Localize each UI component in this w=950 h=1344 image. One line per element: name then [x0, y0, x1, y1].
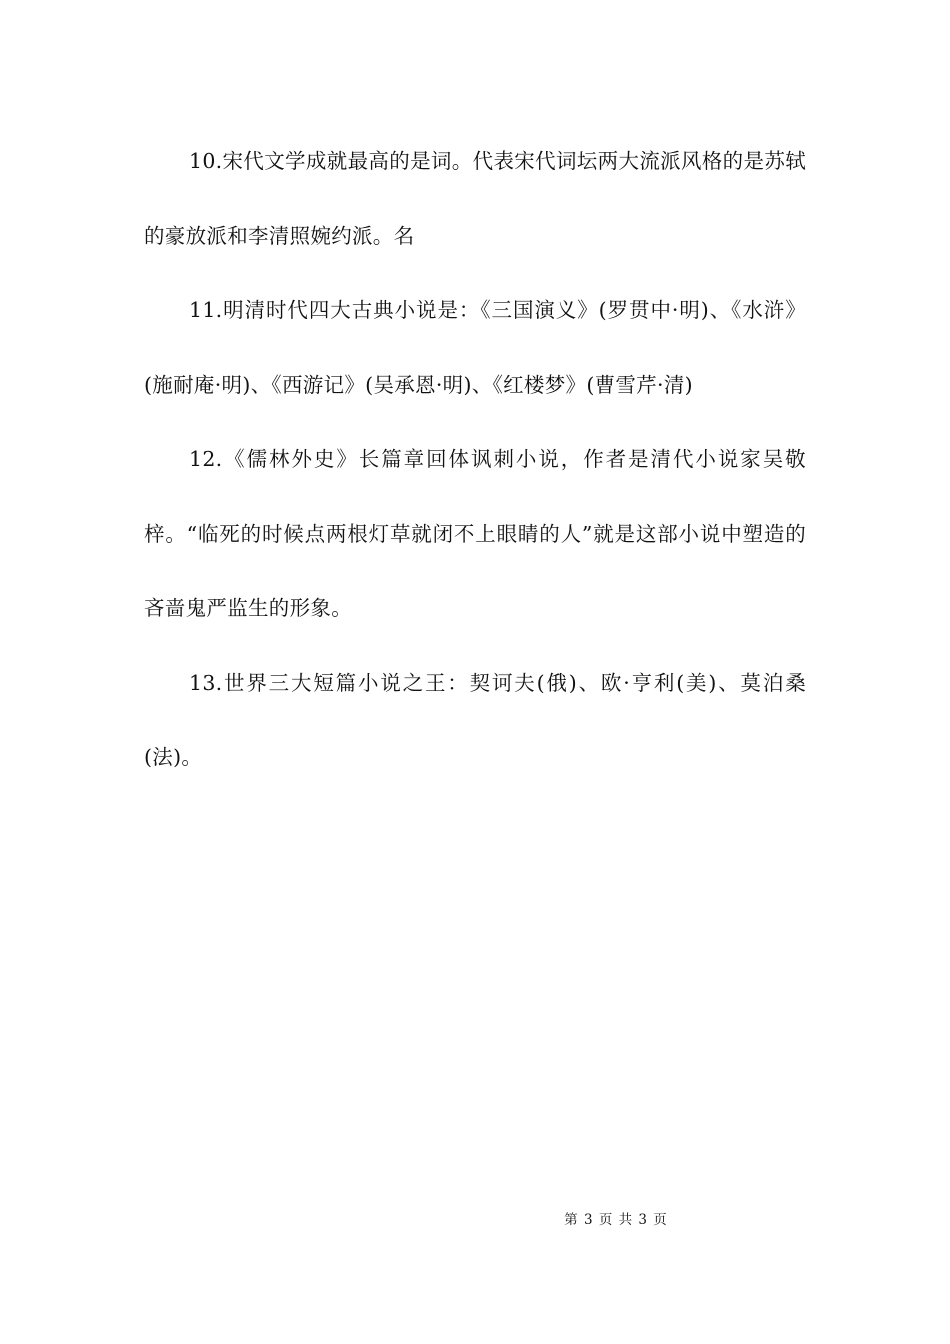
- document-body: [144, 124, 806, 795]
- paragraph-11: 11.明清时代四大古典小说是：《三国演义》(罗贯中·明)、《水浒》(施耐庵·明)、《西游记》(吴承恩·明)、《红楼梦》(曹雪芹·清): [144, 298, 806, 397]
- page-footer: [0, 1208, 950, 1228]
- page-number: 第 3 页 共 3 页: [564, 1212, 668, 1228]
- paragraph-13: 13.世界三大短篇小说之王：契诃夫(俄)、欧·亨利(美)、莫泊桑(法)。: [144, 670, 806, 769]
- paragraph-10: 10.宋代文学成就最高的是词。代表宋代词坛两大流派风格的是苏轼的豪放派和李清照婉约派。名: [144, 149, 806, 248]
- paragraph-12: 12.《儒林外史》长篇章回体讽刺小说，作者是清代小说家吴敬梓。“临死的时候点两根灯草就闭不上眼睛的人”就是这部小说中塑造的吝啬鬼严监生的形象。: [144, 447, 806, 620]
